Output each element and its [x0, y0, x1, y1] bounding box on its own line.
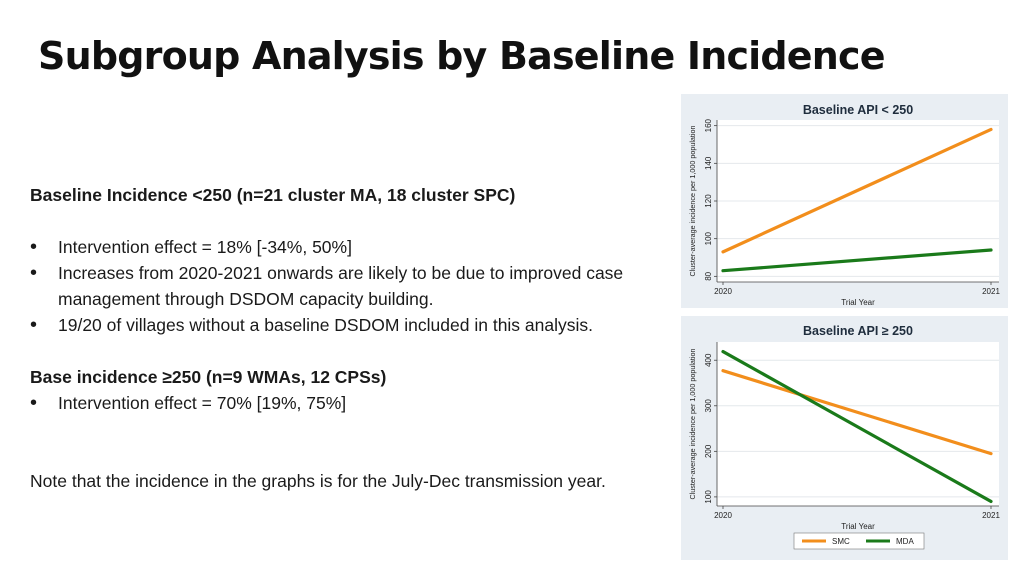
section1-bullet: • 19/20 of villages without a baseline DSDOM included in this analysis.: [30, 312, 670, 338]
y-tick-label: 100: [704, 231, 713, 246]
x-tick-label: 2021: [982, 287, 1000, 296]
x-axis-label: Trial Year: [841, 298, 875, 307]
note-text: Note that the incidence in the graphs is for the July-Dec transmission year.: [30, 471, 606, 491]
chart-title: Baseline API < 250: [802, 103, 914, 117]
x-axis-label: Trial Year: [841, 522, 875, 531]
section2-heading: Base incidence ≥250 (n=9 WMAs, 12 CPSs): [30, 367, 387, 387]
section1-bullet: • Intervention effect = 18% [-34%, 50%]: [30, 234, 670, 260]
y-tick-label: 80: [704, 271, 713, 281]
section1-heading: Baseline Incidence <250 (n=21 cluster MA, 18 cluster SPC): [30, 185, 516, 205]
y-tick-label: 160: [704, 118, 713, 133]
x-tick-label: 2020: [714, 511, 732, 520]
chart-title: Baseline API ≥ 250: [803, 324, 913, 338]
text-area: [30, 182, 670, 494]
x-tick-label: 2021: [982, 511, 1000, 520]
y-tick-label: 120: [704, 194, 713, 208]
x-tick-label: 2020: [714, 287, 732, 296]
y-axis-label: Cluster-average incidence per 1,000 population: [688, 125, 697, 277]
chart-high-api: [681, 316, 1008, 560]
chart-panel-low-api: [681, 94, 1008, 308]
y-tick-label: 200: [704, 444, 713, 459]
y-tick-label: 140: [704, 156, 713, 171]
section1-bullet: • Increases from 2020-2021 onwards are likely to be due to improved case management through DSDOM capacity building.: [30, 260, 670, 312]
section2-bullet: • Intervention effect = 70% [19%, 75%]: [30, 390, 670, 416]
y-axis-label: Cluster-average incidence per 1,000 population: [688, 348, 697, 500]
y-tick-label: 400: [704, 353, 713, 367]
slide-title: Subgroup Analysis by Baseline Incidence: [38, 34, 885, 78]
section1-bullet-list: [30, 234, 670, 338]
y-tick-label: 300: [704, 399, 713, 413]
chart-panel-high-api: [681, 316, 1008, 560]
legend-label-mda: MDA: [896, 537, 914, 546]
section2-bullet-list: [30, 390, 670, 416]
legend-label-smc: SMC: [832, 537, 850, 546]
chart-low-api: [681, 94, 1008, 308]
y-tick-label: 100: [704, 490, 713, 504]
